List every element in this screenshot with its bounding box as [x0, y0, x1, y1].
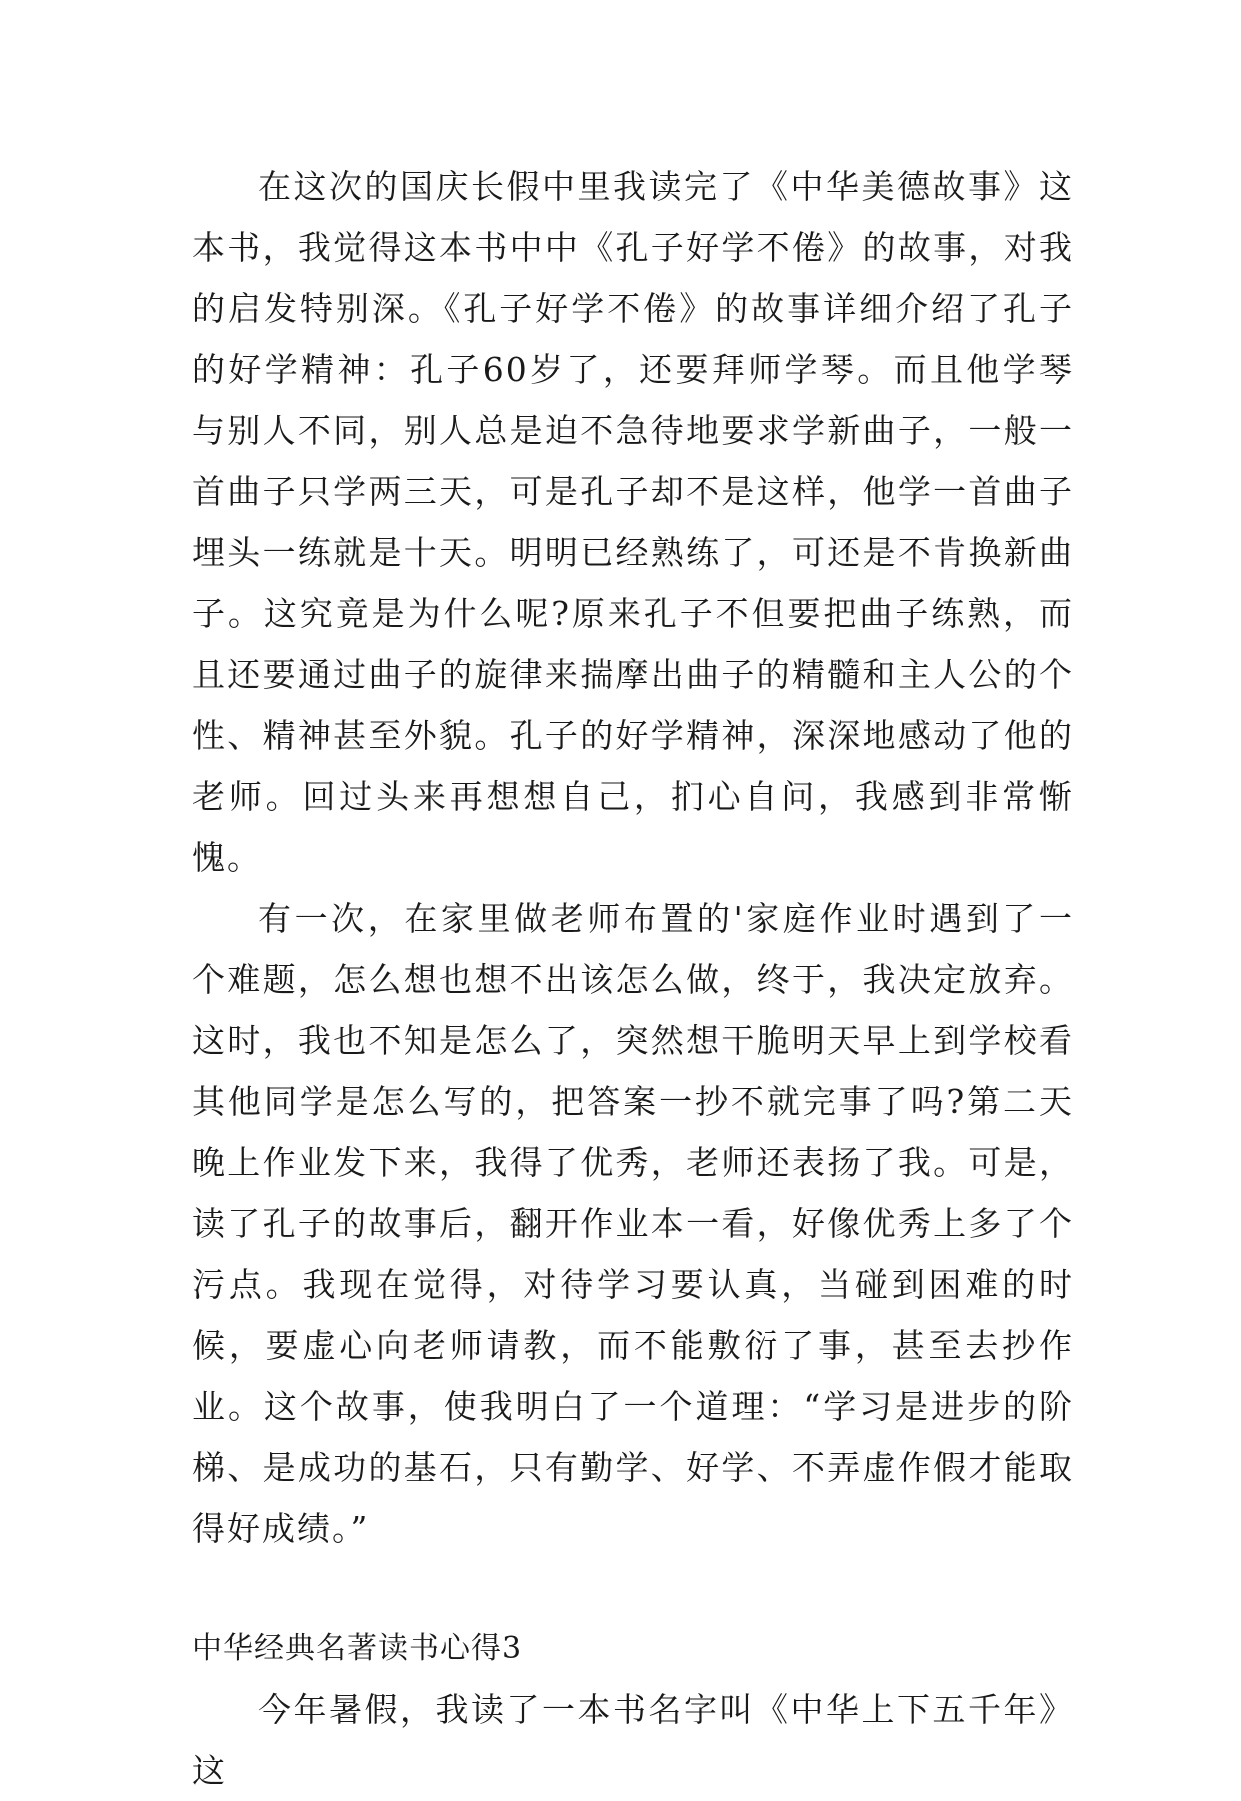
paragraph-1: 在这次的国庆长假中里我读完了《中华美德故事》这本书，我觉得这本书中中《孔子好学不倦》的故事，对我的启发特别深。《孔子好学不倦》的故事详细介绍了孔子的好学精神：孔子60岁了，还要拜师学琴。而且他学琴与别人不同，别人总是迫不急待地要求学新曲子，一般一首曲子只学两三天，可是孔子却不是这样，他学一首曲子埋头一练就是十天。明明已经熟练了，可还是不肯换新曲子。这究竟是为什么呢?原来孔子不但要把曲子练熟，而且还要通过曲子的旋律来揣摩出曲子的精髓和主人公的个性、精神甚至外貌。孔子的好学精神，深深地感动了他的老师。回过头来再想想自己，扪心自问，我感到非常惭愧。	[192, 167, 1074, 877]
document-body	[192, 156, 1074, 1801]
section-heading: 中华经典名著读书心得3	[192, 1631, 523, 1666]
paragraph-2: 有一次，在家里做老师布置的'家庭作业时遇到了一个难题，怎么想也想不出该怎么做，终于，我决定放弃。这时，我也不知是怎么了，突然想干脆明天早上到学校看其他同学是怎么写的，把答案一抄不就完事了吗?第二天晚上作业发下来，我得了优秀，老师还表扬了我。可是，读了孔子的故事后，翻开作业本一看，好像优秀上多了个污点。我现在觉得，对待学习要认真，当碰到困难的时候，要虚心向老师请教，而不能敷衍了事，甚至去抄作业。这个故事，使我明白了一个道理：“学习是进步的阶梯、是成功的基石，只有勤学、好学、不弄虚作假才能取得好成绩。”	[192, 899, 1074, 1548]
paragraph-3: 今年暑假，我读了一本书名字叫《中华上下五千年》这	[192, 1690, 1074, 1790]
